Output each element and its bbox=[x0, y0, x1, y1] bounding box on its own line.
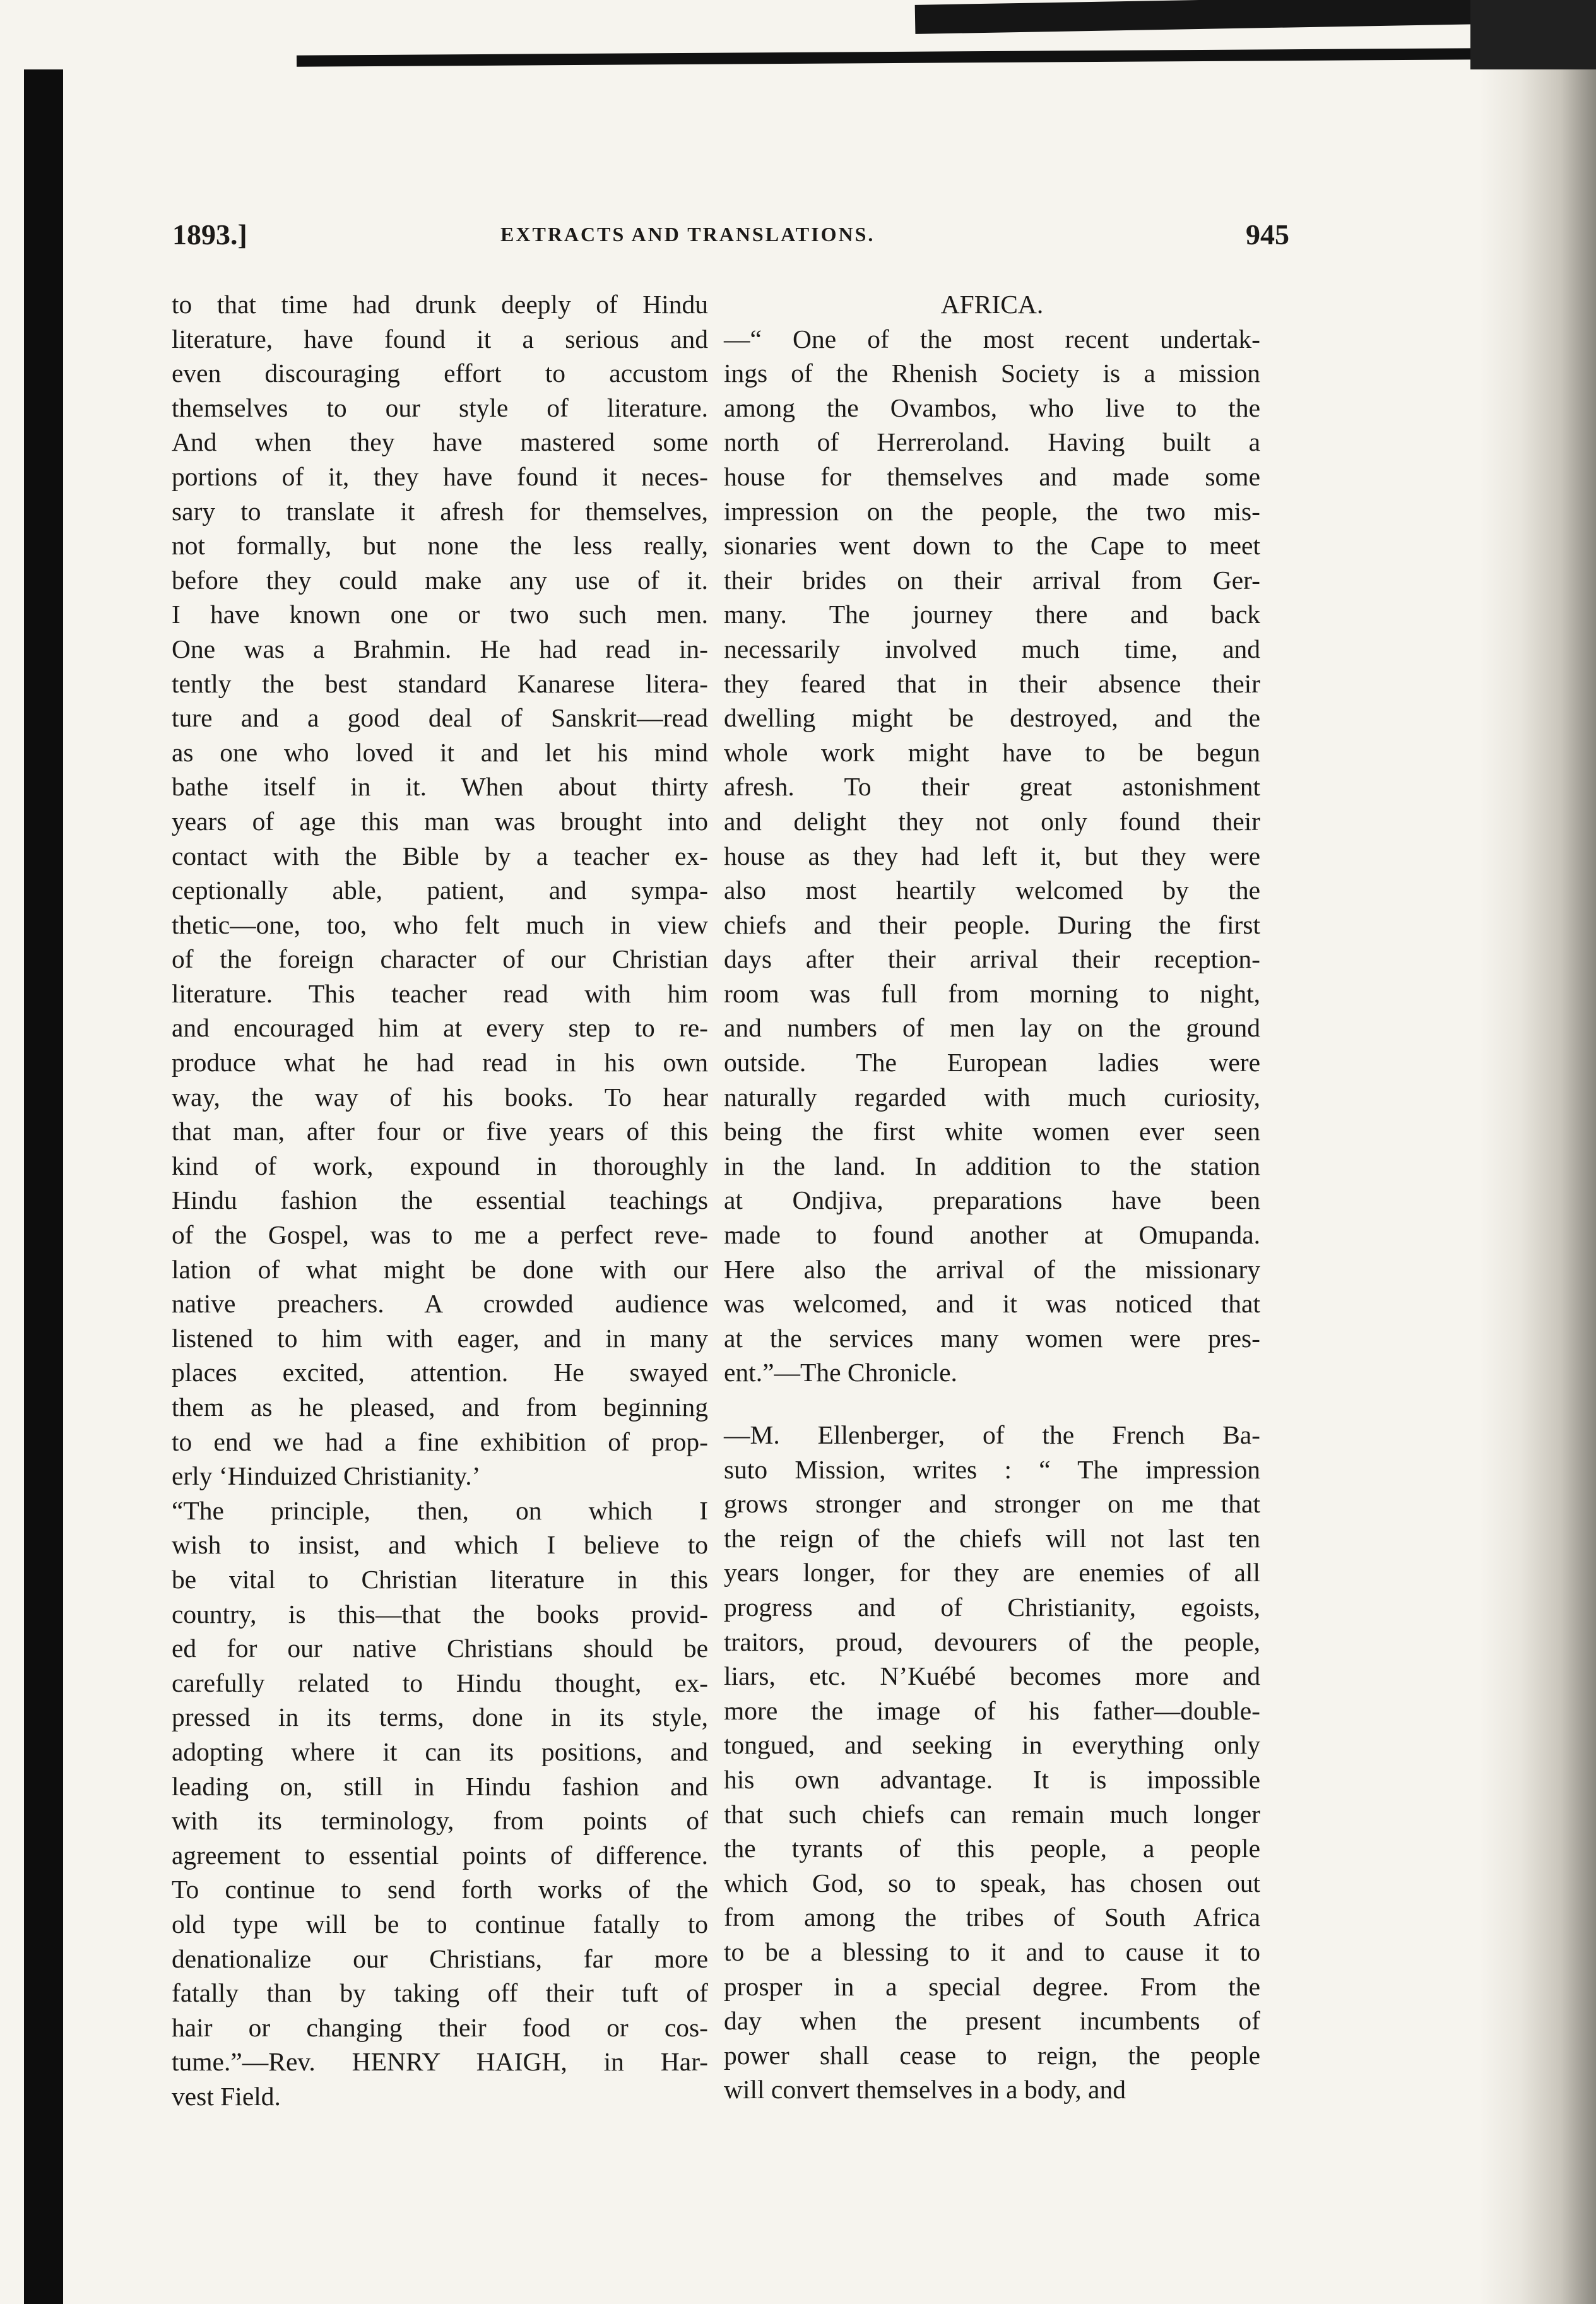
text-line: afresh. To their great astonishment bbox=[724, 772, 1260, 802]
text-line: house as they had left it, but they were bbox=[724, 841, 1260, 870]
text-line: ed for our native Christians should be bbox=[172, 1634, 708, 1663]
text-line: house for themselves and made some bbox=[724, 461, 1260, 491]
text-line: necessarily involved much time, and bbox=[724, 634, 1260, 663]
left-column bbox=[172, 287, 708, 2113]
text-line: pressed in its terms, done in its style, bbox=[172, 1702, 708, 1732]
text-line: their brides on their arrival from Ger- bbox=[724, 565, 1260, 595]
text-line: One was a Brahmin. He had read in- bbox=[172, 634, 708, 663]
text-line: native preachers. A crowded audience bbox=[172, 1289, 708, 1319]
text-line: power shall cease to reign, the people bbox=[724, 2040, 1260, 2070]
text-line: which God, so to speak, has chosen out bbox=[724, 1868, 1260, 1897]
text-line: naturally regarded with much curiosity, bbox=[724, 1082, 1260, 1112]
text-line: years longer, for they are enemies of all bbox=[724, 1558, 1260, 1588]
text-line: ceptionally able, patient, and sympa- bbox=[172, 876, 708, 905]
text-line: and delight they not only found their bbox=[724, 806, 1260, 836]
text-line: day when the present incumbents of bbox=[724, 2006, 1260, 2036]
running-header bbox=[172, 218, 1289, 256]
header-year: 1893.] bbox=[172, 218, 247, 251]
text-line: tently the best standard Kanarese litera- bbox=[172, 668, 708, 698]
text-line: wish to insist, and which I believe to bbox=[172, 1530, 708, 1560]
text-line: thetic—one, too, who felt much in view bbox=[172, 910, 708, 939]
text-line: literature. This teacher read with him bbox=[172, 978, 708, 1008]
right-column bbox=[724, 287, 1260, 2107]
section-heading: AFRICA. bbox=[940, 290, 1044, 319]
text-line: hair or changing their food or cos- bbox=[172, 2012, 708, 2042]
text-line: at Ondjiva, preparations have been bbox=[724, 1185, 1260, 1215]
text-line: before they could make any use of it. bbox=[172, 565, 708, 595]
text-line: progress and of Christianity, egoists, bbox=[724, 1592, 1260, 1622]
text-line: to that time had drunk deeply of Hindu bbox=[172, 290, 708, 319]
text-line: themselves to our style of literature. bbox=[172, 393, 708, 422]
paragraph-gap bbox=[724, 1390, 1260, 1418]
text-line: the reign of the chiefs will not last ten bbox=[724, 1523, 1260, 1553]
text-line: not formally, but none the less really, bbox=[172, 531, 708, 561]
text-line: in the land. In addition to the station bbox=[724, 1151, 1260, 1180]
text-line: among the Ovambos, who live to the bbox=[724, 393, 1260, 422]
text-line: denationalize our Christians, far more bbox=[172, 1944, 708, 1973]
text-line: portions of it, they have found it neces- bbox=[172, 461, 708, 491]
text-line: of the foreign character of our Christian bbox=[172, 944, 708, 974]
text-line: kind of work, expound in thoroughly bbox=[172, 1151, 708, 1180]
text-line: that man, after four or five years of this bbox=[172, 1117, 708, 1146]
text-line: impression on the people, the two mis- bbox=[724, 496, 1260, 526]
text-line: sary to translate it afresh for themselves, bbox=[172, 496, 708, 526]
text-line: will convert themselves in a body, and bbox=[724, 2075, 1126, 2105]
text-line: leading on, still in Hindu fashion and bbox=[172, 1771, 708, 1801]
text-line: —M. Ellenberger, of the French Ba- bbox=[724, 1420, 1260, 1449]
text-line: Hindu fashion the essential teachings bbox=[172, 1185, 708, 1215]
text-line: at the services many women were pres- bbox=[724, 1323, 1260, 1353]
text-line: And when they have mastered some bbox=[172, 427, 708, 457]
text-line: more the image of his father—double- bbox=[724, 1695, 1260, 1725]
text-line: the tyrants of this people, a people bbox=[724, 1834, 1260, 1863]
text-line: tongued, and seeking in everything only bbox=[724, 1730, 1260, 1760]
text-line: listened to him with eager, and in many bbox=[172, 1323, 708, 1353]
text-line: I have known one or two such men. bbox=[172, 600, 708, 629]
text-line: tume.”—Rev. HENRY HAIGH, in Har- bbox=[172, 2047, 708, 2077]
text-line: even discouraging effort to accustom bbox=[172, 359, 708, 388]
text-line: produce what he had read in his own bbox=[172, 1048, 708, 1078]
page-number: 945 bbox=[1246, 218, 1289, 251]
text-line: whole work might have to be begun bbox=[724, 737, 1260, 767]
text-line: his own advantage. It is impossible bbox=[724, 1764, 1260, 1794]
text-line: of the Gospel, was to me a perfect reve- bbox=[172, 1220, 708, 1250]
text-line: sionaries went down to the Cape to meet bbox=[724, 531, 1260, 561]
text-line: be vital to Christian literature in this bbox=[172, 1564, 708, 1594]
text-line: suto Mission, writes : “ The impression bbox=[724, 1454, 1260, 1484]
text-line: and numbers of men lay on the ground bbox=[724, 1013, 1260, 1043]
text-line: from among the tribes of South Africa bbox=[724, 1903, 1260, 1932]
text-line: lation of what might be done with our bbox=[172, 1254, 708, 1284]
text-line: ture and a good deal of Sanskrit—read bbox=[172, 703, 708, 733]
scan-corner-right bbox=[1470, 0, 1596, 69]
text-line: north of Herreroland. Having built a bbox=[724, 427, 1260, 457]
text-line: also most heartily welcomed by the bbox=[724, 876, 1260, 905]
text-line: agreement to essential points of difference. bbox=[172, 1840, 708, 1870]
text-line: dwelling might be destroyed, and the bbox=[724, 703, 1260, 733]
text-line: literature, have found it a serious and bbox=[172, 324, 708, 353]
scan-rule-top bbox=[297, 48, 1483, 66]
text-line: chiefs and their people. During the first bbox=[724, 910, 1260, 939]
paragraph-basuto-mission bbox=[724, 1418, 1260, 2107]
text-line: outside. The European ladies were bbox=[724, 1048, 1260, 1078]
text-line: ent.”—The Chronicle. bbox=[724, 1358, 957, 1387]
text-line: years of age this man was brought into bbox=[172, 806, 708, 836]
scan-edge-top bbox=[915, 0, 1484, 34]
text-line: and encouraged him at every step to re- bbox=[172, 1013, 708, 1043]
text-line: days after their arrival their reception- bbox=[724, 944, 1260, 974]
text-line: them as he pleased, and from beginning bbox=[172, 1392, 708, 1422]
text-line: Here also the arrival of the missionary bbox=[724, 1254, 1260, 1284]
text-line: being the first white women ever seen bbox=[724, 1117, 1260, 1146]
text-line: room was full from morning to night, bbox=[724, 978, 1260, 1008]
text-line: places excited, attention. He swayed bbox=[172, 1358, 708, 1387]
text-line: made to found another at Omupanda. bbox=[724, 1220, 1260, 1250]
text-line: that such chiefs can remain much longer bbox=[724, 1799, 1260, 1829]
text-line: contact with the Bible by a teacher ex- bbox=[172, 841, 708, 870]
text-line: prosper in a special degree. From the bbox=[724, 1971, 1260, 2001]
text-line: to end we had a fine exhibition of prop- bbox=[172, 1427, 708, 1456]
text-line: was welcomed, and it was noticed that bbox=[724, 1289, 1260, 1319]
text-line: vest Field. bbox=[172, 2081, 281, 2111]
header-title: EXTRACTS AND TRANSLATIONS. bbox=[500, 223, 875, 246]
text-line: liars, etc. N’Kuébé becomes more and bbox=[724, 1661, 1260, 1691]
text-line: way, the way of his books. To hear bbox=[172, 1082, 708, 1112]
text-line: ings of the Rhenish Society is a mission bbox=[724, 359, 1260, 388]
text-line: many. The journey there and back bbox=[724, 600, 1260, 629]
text-line: carefully related to Hindu thought, ex- bbox=[172, 1668, 708, 1697]
text-line: —“ One of the most recent undertak- bbox=[724, 324, 1260, 353]
text-line: they feared that in their absence their bbox=[724, 668, 1260, 698]
text-line: erly ‘Hinduized Christianity.’ bbox=[172, 1461, 481, 1491]
scan-edge-right bbox=[1479, 0, 1596, 2304]
text-line: as one who loved it and let his mind bbox=[172, 737, 708, 767]
text-line: with its terminology, from points of bbox=[172, 1806, 708, 1836]
text-line: country, is this—that the books provid- bbox=[172, 1599, 708, 1629]
scan-edge-left bbox=[24, 69, 63, 2304]
text-line: bathe itself in it. When about thirty bbox=[172, 772, 708, 802]
paragraph-rhenish-society bbox=[724, 322, 1260, 1390]
text-line: adopting where it can its positions, and bbox=[172, 1737, 708, 1766]
text-line: fatally than by taking off their tuft of bbox=[172, 1978, 708, 2008]
text-line: grows stronger and stronger on me that bbox=[724, 1489, 1260, 1519]
text-line: “The principle, then, on which I bbox=[172, 1495, 708, 1525]
text-line: traitors, proud, devourers of the people, bbox=[724, 1627, 1260, 1656]
text-line: to be a blessing to it and to cause it to bbox=[724, 1937, 1260, 1966]
text-line: old type will be to continue fatally to bbox=[172, 1909, 708, 1939]
text-line: To continue to send forth works of the bbox=[172, 1875, 708, 1904]
